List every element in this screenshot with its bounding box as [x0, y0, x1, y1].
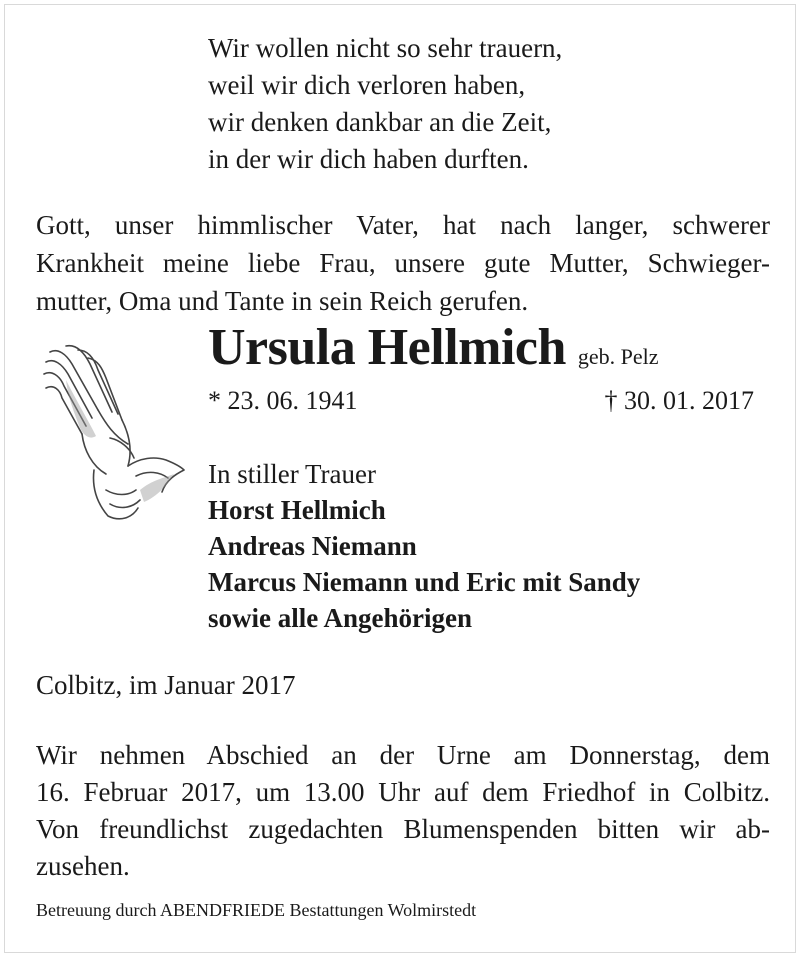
death-date: † 30. 01. 2017	[604, 386, 754, 415]
deceased-name-line	[208, 318, 659, 377]
mourner-name: Marcus Niemann und Eric mit Sandy	[208, 567, 641, 597]
poem-line: weil wir dich verloren haben,	[208, 70, 526, 100]
intro-line: Krankheit meine liebe Frau, unsere gute Mutter, Schwieger-	[36, 248, 770, 278]
mourner-name: Horst Hellmich	[208, 495, 386, 525]
poem-line: in der wir dich haben durften.	[208, 144, 529, 174]
funeral-line: Von freundlichst zugedachten Blumenspenden bitten wir ab-	[36, 814, 770, 844]
praying-hands-icon	[36, 340, 186, 530]
intro-line: Gott, unser himmlischer Vater, hat nach langer, schwerer	[36, 210, 770, 240]
mourners-intro: In stiller Trauer	[208, 459, 376, 489]
poem-line: wir denken dankbar an die Zeit,	[208, 107, 552, 137]
funeral-info	[36, 737, 770, 885]
mourners-block	[208, 456, 640, 636]
poem	[208, 30, 562, 178]
funeral-line: Wir nehmen Abschied an der Urne am Donnerstag, dem	[36, 740, 770, 770]
funeral-line: 16. Februar 2017, um 13.00 Uhr auf dem Friedhof in Colbitz.	[36, 777, 770, 807]
mourner-name: Andreas Niemann	[208, 531, 417, 561]
intro-line: mutter, Oma und Tante in sein Reich gerufen.	[36, 286, 529, 316]
intro-text	[36, 206, 770, 320]
deceased-name: Ursula Hellmich	[208, 319, 566, 376]
funeral-home-credit: Betreuung durch ABENDFRIEDE Bestattungen Wolmirstedt	[36, 900, 477, 920]
mourner-name: sowie alle Angehörigen	[208, 603, 472, 633]
poem-line: Wir wollen nicht so sehr trauern,	[208, 33, 563, 63]
place-date: Colbitz, im Januar 2017	[36, 670, 296, 700]
funeral-line: zusehen.	[36, 851, 130, 881]
maiden-name: geb. Pelz	[577, 344, 659, 369]
birth-date: * 23. 06. 1941	[208, 386, 358, 415]
